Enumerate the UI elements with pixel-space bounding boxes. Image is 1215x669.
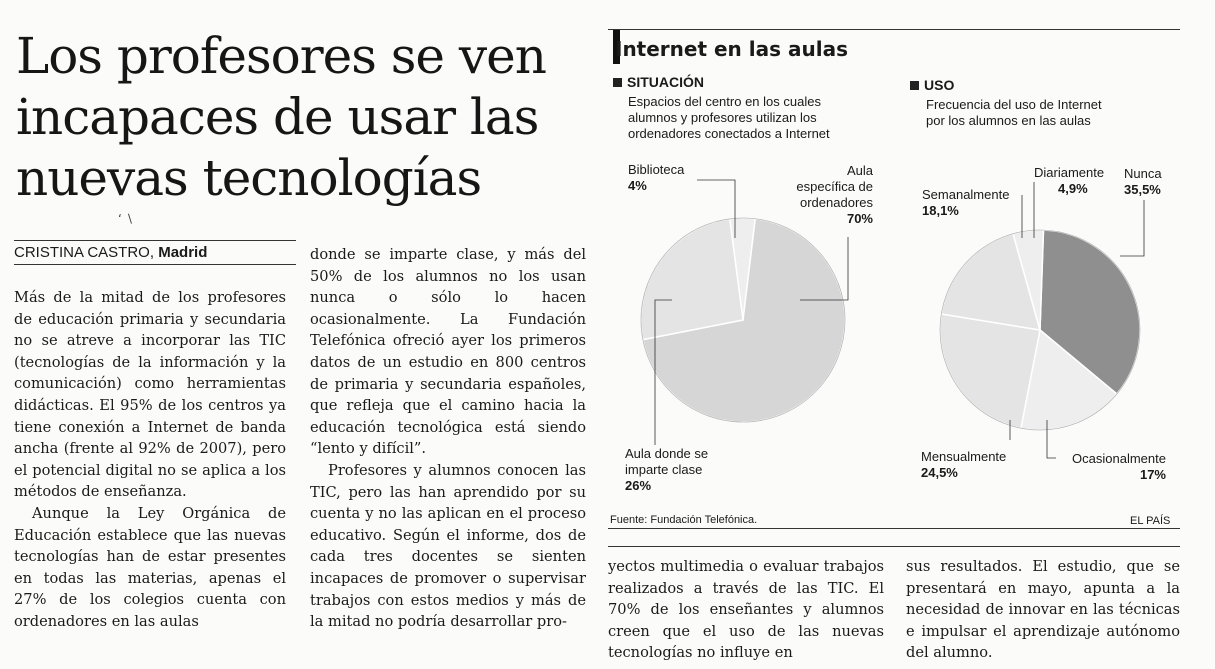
label-aula-clase xyxy=(625,446,708,494)
pie-slice-mensualmente xyxy=(940,314,1040,428)
slice-name: Diariamente xyxy=(1034,165,1105,180)
label-biblioteca xyxy=(628,162,684,194)
desc-line: alumnos y profesores utilizan los xyxy=(628,110,817,125)
headline-line-3: nuevas tecnologías xyxy=(16,149,482,207)
paragraph: Más de la mitad de los profesores de educación primaria y secundaria no se atreve a incorporar las TIC (tecnologías de la información y la comunicación) como herramientas didácticas. El 95% de los centros ya tiene conexión a Internet de banda ancha (frente al 92% de 2007), pero el potencial digital no se aplica a los métodos de enseñanza. xyxy=(14,289,286,501)
paragraph: yectos multimedia o evaluar trabajos realizados a través de las TIC. El 70% de los enseñantes y alumnos creen que el uso de las nuevas tecnologías no influye en xyxy=(608,558,884,662)
slice-value: 24,5% xyxy=(921,465,958,480)
label-aula-especifica xyxy=(770,163,873,227)
paragraph: Profesores y alumnos conocen las TIC, pero las han aprendido por su cuenta y no las aplican en el proceso educativo. Según el informe, dos de cada tres docentes se sienten incapaces de promover o supervisar trabajos con estos medios y más de la mitad no podría desarrollar pro- xyxy=(310,461,586,631)
slice-value: 18,1% xyxy=(922,203,959,218)
section-label: SITUACIÓN xyxy=(627,74,704,90)
slice-name: Semanalmente xyxy=(922,187,1010,202)
slice-name: Mensualmente xyxy=(921,449,1007,464)
label-mensualmente xyxy=(921,449,1006,481)
headline-line-2: incapaces de usar las xyxy=(16,88,539,146)
desc-line: por los alumnos en las aulas xyxy=(926,113,1091,128)
paragraph: sus resultados. El estudio, que se presentará en mayo, apunta a la necesidad de innovar en las técnicas e impulsar el aprendizaje autónomo del alumno. xyxy=(906,558,1180,662)
stray-mark: ‘ ∖ xyxy=(118,212,134,226)
desc-line: ordenadores conectados a Internet xyxy=(628,126,830,141)
section-label: USO xyxy=(924,77,955,93)
leader-nunca xyxy=(1120,200,1144,256)
paragraph: donde se imparte clase, y más del 50% de los alumnos no los usan nunca o sólo lo hacen ocasionalmente. La Fundación Telefónica ofreció ayer los primeros datos de un estudio en 800 centros de primaria y secundaria españoles, que refleja que el camino hacia la educación tecnológica está siendo “lento y difícil”. xyxy=(310,246,586,458)
pie-slice-aula-donde-se-imparte-clase xyxy=(641,219,743,340)
paragraph: Aunque la Ley Orgánica de Educación establece que las nuevas tecnologías han de estar presentes en todas las materias, apenas el 27% de los colegios cuenta con ordenadores en las aulas xyxy=(14,504,286,630)
slice-name: Aula xyxy=(846,163,873,178)
pie-chart-situacion xyxy=(641,218,845,422)
slice-name: Aula donde se xyxy=(625,446,709,461)
graphic-title: Internet en las aulas xyxy=(615,37,848,61)
slice-value: 35,5% xyxy=(1124,182,1161,197)
label-semanalmente xyxy=(922,187,1009,219)
slice-value: 26% xyxy=(625,478,652,493)
headline-line-1: Los profesores se ven xyxy=(16,27,546,85)
label-diariamente xyxy=(1034,165,1104,197)
slice-name: Ocasionalmente xyxy=(1072,451,1166,466)
slice-value: 17% xyxy=(1139,467,1166,482)
slice-name: ordenadores xyxy=(800,195,873,210)
label-ocasionalmente xyxy=(1058,451,1166,483)
slice-value: 4,9% xyxy=(1058,181,1088,196)
slice-name: Biblioteca xyxy=(628,162,685,177)
desc-line: Espacios del centro en los cuales xyxy=(628,94,821,109)
slice-name: específica de xyxy=(796,179,873,194)
graphic-credit: EL PAÍS xyxy=(1130,515,1171,527)
pie-chart-uso xyxy=(940,230,1140,430)
slice-name: Nunca xyxy=(1124,166,1162,181)
label-nunca xyxy=(1124,166,1162,198)
slice-value: 70% xyxy=(846,211,873,226)
slice-name: imparte clase xyxy=(625,462,703,477)
slice-value: 4% xyxy=(628,178,647,193)
graphic-source: Fuente: Fundación Telefónica. xyxy=(610,514,758,526)
desc-line: Frecuencia del uso de Internet xyxy=(926,97,1102,112)
byline-place: Madrid xyxy=(158,244,208,261)
byline-author: CRISTINA CASTRO, xyxy=(14,244,155,261)
